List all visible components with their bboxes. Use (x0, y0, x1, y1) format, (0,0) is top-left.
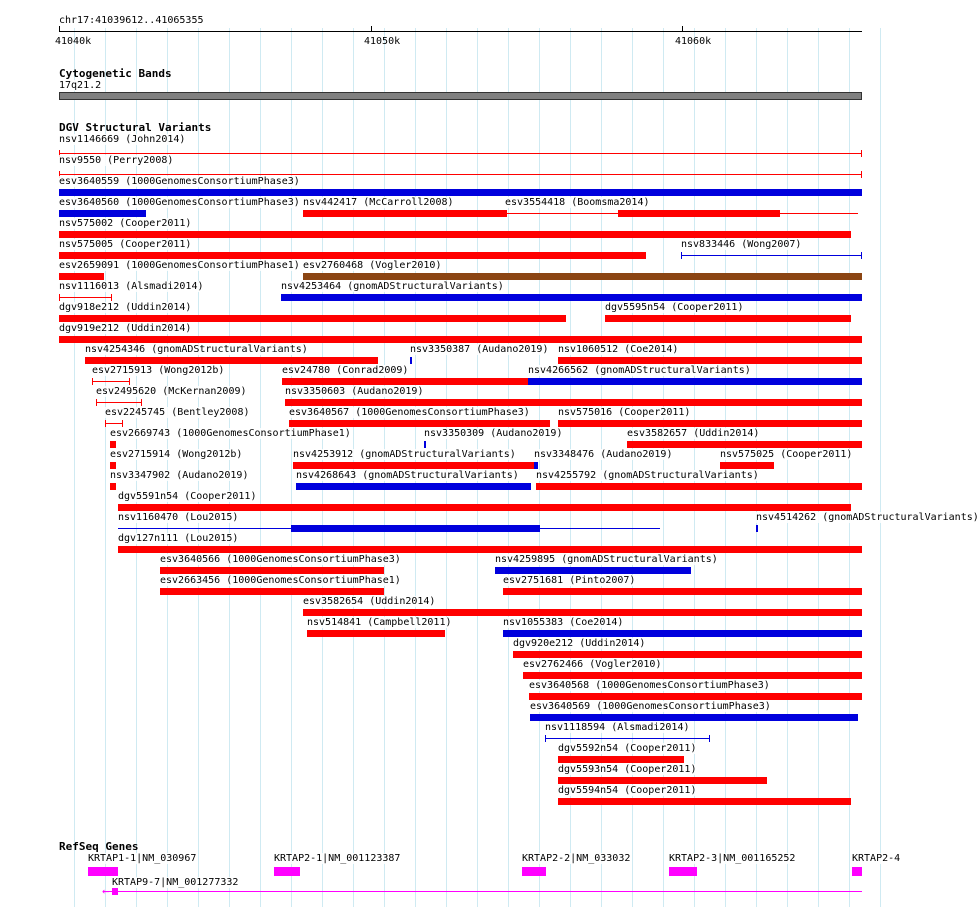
dgv-feature-bar[interactable] (410, 357, 412, 364)
dgv-feature-label: nsv4268643 (gnomADStructuralVariants) (296, 470, 519, 481)
dgv-feature-label: esv3554418 (Boomsma2014) (505, 197, 650, 208)
ruler-tick-label: 41050k (364, 36, 401, 47)
dgv-feature-bar[interactable] (118, 546, 862, 553)
dgv-feature-endcap (141, 399, 142, 406)
dgv-feature-bar[interactable] (59, 231, 851, 238)
dgv-feature-label: esv2495620 (McKernan2009) (96, 386, 247, 397)
track-title-cytoband: Cytogenetic Bands (59, 67, 172, 80)
dgv-feature-bar[interactable] (503, 588, 862, 595)
grid-line (787, 28, 788, 907)
dgv-feature-bar[interactable] (523, 672, 862, 679)
refseq-gene-exon[interactable] (88, 867, 118, 876)
grid-line (539, 28, 540, 907)
dgv-feature-label: nsv4253912 (gnomADStructuralVariants) (293, 449, 516, 460)
strand-arrow-icon: ← (102, 884, 110, 898)
dgv-feature-line[interactable] (545, 738, 710, 739)
refseq-gene-exon[interactable] (112, 888, 118, 895)
dgv-feature-bar[interactable] (424, 441, 426, 448)
dgv-feature-label: nsv1118594 (Alsmadi2014) (545, 722, 690, 733)
dgv-feature-label: esv2762466 (Vogler2010) (523, 659, 662, 670)
dgv-feature-label: nsv833446 (Wong2007) (681, 239, 802, 250)
ruler-tick-label: 41040k (55, 36, 92, 47)
dgv-feature-label: nsv514841 (Campbell2011) (307, 617, 452, 628)
ruler-baseline (59, 31, 862, 32)
dgv-feature-label: nsv442417 (McCarroll2008) (303, 197, 454, 208)
dgv-feature-label: dgv919e212 (Uddin2014) (59, 323, 192, 334)
dgv-feature-bar[interactable] (558, 798, 851, 805)
dgv-feature-bar[interactable] (59, 210, 146, 217)
grid-line (601, 28, 602, 907)
dgv-feature-bar[interactable] (59, 336, 862, 343)
dgv-feature-bar[interactable] (289, 420, 550, 427)
refseq-gene-label: KRTAP2-1|NM_001123387 (274, 853, 401, 864)
dgv-feature-bar[interactable] (110, 441, 116, 448)
refseq-gene-exon[interactable] (852, 867, 862, 876)
refseq-gene-label: KRTAP2-3|NM_001165252 (669, 853, 796, 864)
dgv-feature-label: esv3640560 (1000GenomesConsortiumPhase3) (59, 197, 300, 208)
dgv-feature-bar[interactable] (59, 315, 566, 322)
dgv-feature-label: esv3582654 (Uddin2014) (303, 596, 436, 607)
dgv-feature-bar[interactable] (303, 210, 507, 217)
dgv-feature-label: esv2663456 (1000GenomesConsortiumPhase1) (160, 575, 401, 586)
dgv-feature-bar[interactable] (558, 756, 684, 763)
dgv-feature-label: esv3640559 (1000GenomesConsortiumPhase3) (59, 176, 300, 187)
dgv-feature-bar[interactable] (59, 189, 862, 196)
dgv-feature-bar[interactable] (528, 378, 862, 385)
dgv-feature-label: nsv4254346 (gnomADStructuralVariants) (85, 344, 308, 355)
dgv-feature-endcap (122, 420, 123, 427)
grid-line (880, 28, 881, 907)
grid-line (198, 28, 199, 907)
dgv-feature-label: esv3640569 (1000GenomesConsortiumPhase3) (530, 701, 771, 712)
dgv-feature-bar[interactable] (110, 462, 116, 469)
dgv-feature-bar[interactable] (534, 462, 538, 469)
dgv-feature-line[interactable] (105, 423, 123, 424)
dgv-feature-bar[interactable] (296, 483, 531, 490)
refseq-gene-intron[interactable] (104, 891, 862, 892)
refseq-gene-label: KRTAP9-7|NM_001277332 (112, 877, 239, 888)
ruler-tick-label: 41060k (675, 36, 712, 47)
dgv-feature-bar[interactable] (285, 399, 862, 406)
dgv-feature-bar[interactable] (503, 630, 862, 637)
dgv-feature-line[interactable] (96, 402, 142, 403)
dgv-feature-endcap (861, 150, 862, 157)
dgv-feature-bar[interactable] (291, 525, 540, 532)
dgv-feature-endcap (545, 735, 546, 742)
dgv-feature-label: nsv1060512 (Coe2014) (558, 344, 679, 355)
dgv-feature-label: nsv9550 (Perry2008) (59, 155, 174, 166)
dgv-feature-label: dgv5591n54 (Cooper2011) (118, 491, 257, 502)
dgv-feature-label: nsv3348476 (Audano2019) (534, 449, 673, 460)
dgv-feature-bar[interactable] (627, 441, 862, 448)
dgv-feature-bar[interactable] (529, 693, 862, 700)
dgv-feature-bar[interactable] (530, 714, 858, 721)
dgv-feature-label: dgv5594n54 (Cooper2011) (558, 785, 697, 796)
dgv-feature-label: nsv4255792 (gnomADStructuralVariants) (536, 470, 759, 481)
ruler-tick (371, 26, 372, 32)
dgv-feature-endcap (111, 294, 112, 301)
grid-line (818, 28, 819, 907)
dgv-feature-label: nsv3347902 (Audano2019) (110, 470, 249, 481)
location-label: chr17:41039612..41065355 (59, 15, 204, 26)
dgv-feature-endcap (59, 294, 60, 301)
dgv-feature-label: esv3640566 (1000GenomesConsortiumPhase3) (160, 554, 401, 565)
dgv-feature-bar[interactable] (59, 273, 104, 280)
refseq-gene-exon[interactable] (522, 867, 546, 876)
dgv-feature-bar[interactable] (118, 504, 851, 511)
dgv-feature-label: esv2715914 (Wong2012b) (110, 449, 243, 460)
grid-line (632, 28, 633, 907)
refseq-gene-exon[interactable] (669, 867, 697, 876)
dgv-feature-label: esv3640567 (1000GenomesConsortiumPhase3) (289, 407, 530, 418)
dgv-feature-label: nsv1116013 (Alsmadi2014) (59, 281, 204, 292)
dgv-feature-label: nsv1146669 (John2014) (59, 134, 186, 145)
dgv-feature-line[interactable] (92, 381, 130, 382)
dgv-feature-bar[interactable] (307, 630, 445, 637)
dgv-feature-label: nsv1160470 (Lou2015) (118, 512, 239, 523)
grid-line (694, 28, 695, 907)
grid-line (260, 28, 261, 907)
dgv-feature-bar[interactable] (558, 420, 862, 427)
dgv-feature-label: nsv575005 (Cooper2011) (59, 239, 192, 250)
refseq-gene-label: KRTAP2-2|NM_033032 (522, 853, 631, 864)
track-title-refseq: RefSeq Genes (59, 840, 139, 853)
track-title-dgv: DGV Structural Variants (59, 121, 212, 134)
dgv-feature-bar[interactable] (513, 651, 862, 658)
dgv-feature-label: dgv918e212 (Uddin2014) (59, 302, 192, 313)
dgv-feature-label: esv3640568 (1000GenomesConsortiumPhase3) (529, 680, 770, 691)
dgv-feature-label: esv2715913 (Wong2012b) (92, 365, 225, 376)
dgv-feature-endcap (96, 399, 97, 406)
dgv-feature-label: esv2669743 (1000GenomesConsortiumPhase1) (110, 428, 351, 439)
cytoband-bar[interactable] (59, 92, 862, 100)
dgv-feature-line[interactable] (59, 153, 862, 154)
dgv-feature-label: nsv4514262 (gnomADStructuralVariants) (756, 512, 979, 523)
dgv-feature-label: dgv5593n54 (Cooper2011) (558, 764, 697, 775)
grid-line (570, 28, 571, 907)
dgv-feature-label: nsv4266562 (gnomADStructuralVariants) (528, 365, 751, 376)
dgv-feature-bar[interactable] (110, 483, 116, 490)
dgv-feature-bar[interactable] (558, 357, 862, 364)
dgv-feature-bar[interactable] (536, 483, 862, 490)
refseq-gene-label: KRTAP2-4 (852, 853, 901, 864)
grid-line (291, 28, 292, 907)
dgv-feature-endcap (861, 171, 862, 178)
cytoband-label: 17q21.2 (59, 80, 102, 91)
ruler-tick (59, 26, 60, 32)
dgv-feature-bar[interactable] (303, 273, 862, 280)
dgv-feature-bar[interactable] (293, 462, 535, 469)
dgv-feature-label: esv3582657 (Uddin2014) (627, 428, 760, 439)
dgv-feature-bar[interactable] (495, 567, 691, 574)
dgv-feature-endcap (129, 378, 130, 385)
dgv-feature-bar[interactable] (720, 462, 774, 469)
dgv-feature-label: nsv4253464 (gnomADStructuralVariants) (281, 281, 504, 292)
refseq-gene-label: KRTAP1-1|NM_030967 (88, 853, 197, 864)
grid-line (229, 28, 230, 907)
dgv-feature-endcap (681, 252, 682, 259)
dgv-feature-label: nsv3350387 (Audano2019) (410, 344, 549, 355)
refseq-gene-exon[interactable] (274, 867, 300, 876)
grid-line (849, 28, 850, 907)
dgv-feature-bar[interactable] (605, 315, 851, 322)
dgv-feature-bar[interactable] (756, 525, 758, 532)
dgv-feature-label: dgv920e212 (Uddin2014) (513, 638, 646, 649)
ruler-tick (682, 26, 683, 32)
dgv-feature-label: nsv3350603 (Audano2019) (285, 386, 424, 397)
dgv-feature-label: esv2659091 (1000GenomesConsortiumPhase1) (59, 260, 300, 271)
dgv-feature-bar[interactable] (618, 210, 780, 217)
dgv-feature-label: nsv575016 (Cooper2011) (558, 407, 691, 418)
dgv-feature-bar[interactable] (85, 357, 378, 364)
dgv-feature-bar[interactable] (281, 294, 862, 301)
dgv-feature-endcap (861, 252, 862, 259)
dgv-feature-label: dgv127n111 (Lou2015) (118, 533, 239, 544)
dgv-feature-bar[interactable] (303, 609, 862, 616)
dgv-feature-label: nsv3350309 (Audano2019) (424, 428, 563, 439)
dgv-feature-bar[interactable] (282, 378, 528, 385)
dgv-feature-label: dgv5592n54 (Cooper2011) (558, 743, 697, 754)
dgv-feature-label: esv2760468 (Vogler2010) (303, 260, 442, 271)
dgv-feature-bar[interactable] (160, 588, 384, 595)
dgv-feature-label: esv2245745 (Bentley2008) (105, 407, 250, 418)
dgv-feature-endcap (709, 735, 710, 742)
dgv-feature-label: nsv575025 (Cooper2011) (720, 449, 853, 460)
dgv-feature-bar[interactable] (59, 252, 646, 259)
dgv-feature-bar[interactable] (558, 777, 767, 784)
dgv-feature-line[interactable] (59, 297, 112, 298)
dgv-feature-label: esv24780 (Conrad2009) (282, 365, 409, 376)
dgv-feature-label: esv2751681 (Pinto2007) (503, 575, 636, 586)
dgv-feature-label: nsv1055383 (Coe2014) (503, 617, 624, 628)
dgv-feature-label: nsv4259895 (gnomADStructuralVariants) (495, 554, 718, 565)
dgv-feature-line[interactable] (59, 174, 862, 175)
dgv-feature-line[interactable] (681, 255, 862, 256)
dgv-feature-bar[interactable] (160, 567, 384, 574)
dgv-feature-endcap (105, 420, 106, 427)
dgv-feature-endcap (92, 378, 93, 385)
dgv-feature-label: dgv5595n54 (Cooper2011) (605, 302, 744, 313)
dgv-feature-label: nsv575002 (Cooper2011) (59, 218, 192, 229)
grid-line (663, 28, 664, 907)
